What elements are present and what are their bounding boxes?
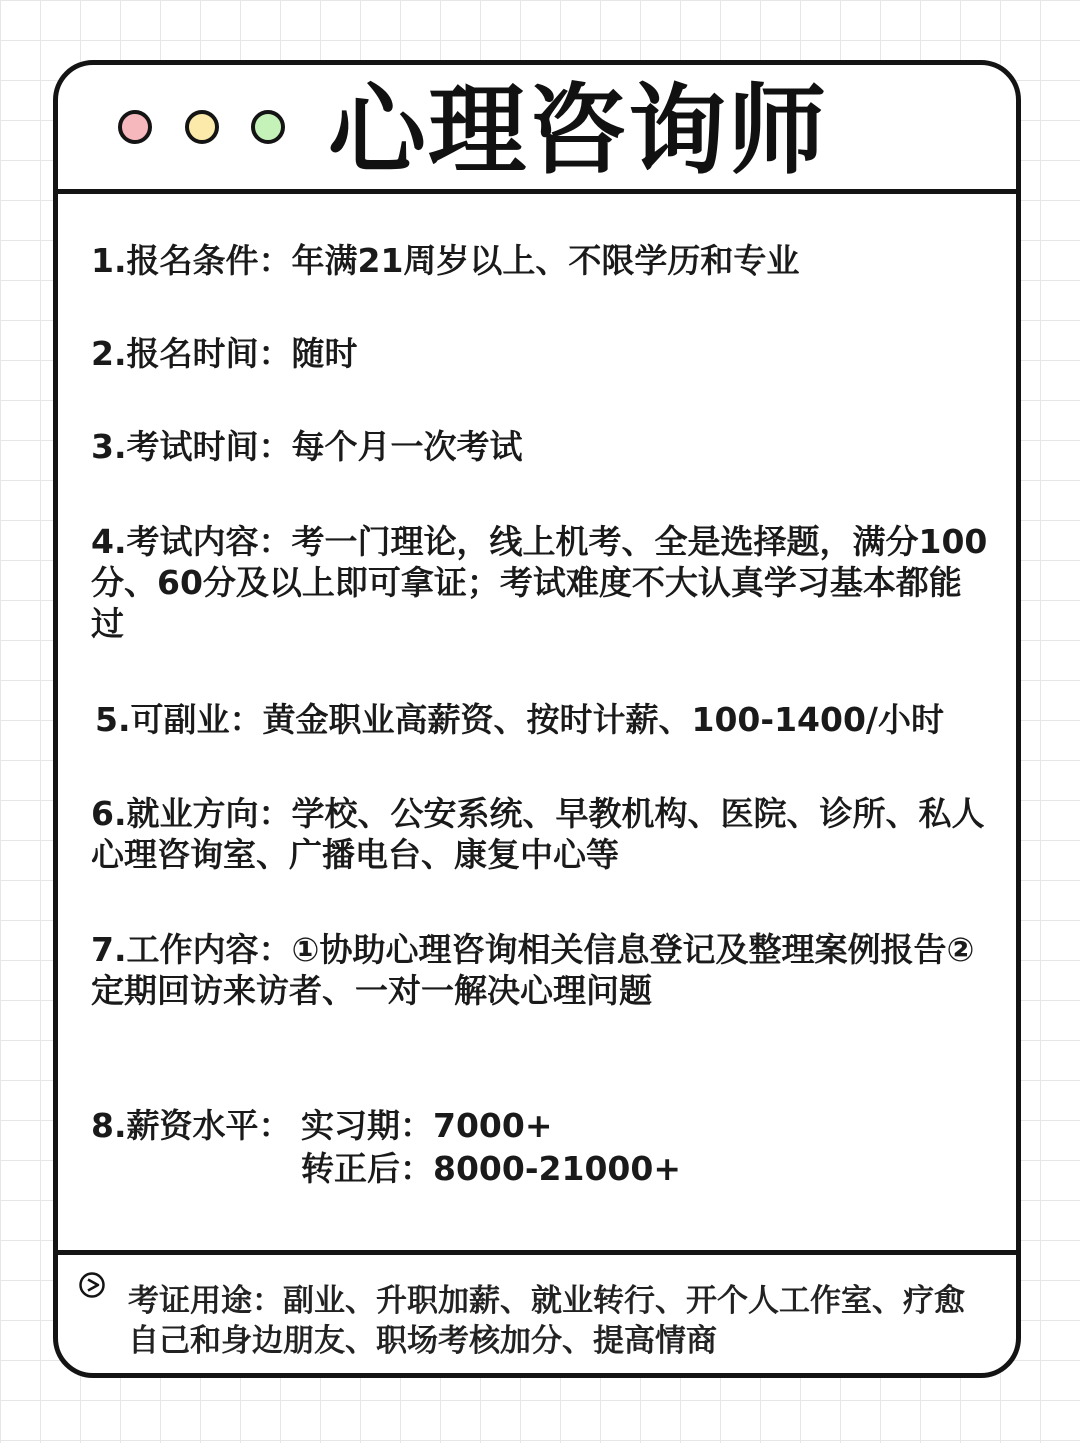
card-header (58, 65, 1016, 194)
list-item: 3.考试时间：每个月一次考试 (91, 427, 523, 466)
list-item: 2.报名时间：随时 (91, 334, 358, 373)
green-dot-icon (251, 110, 285, 144)
salary-label: 8.薪资水平： (91, 1106, 292, 1145)
red-dot-icon (118, 110, 152, 144)
list-item: 4.考试内容：考一门理论，线上机考、全是选择题，满分100分、60分及以上即可拿证；考试难度不大认真学习基本都能过 (91, 522, 988, 643)
yellow-dot-icon (185, 110, 219, 144)
footer-text: 考证用途：副业、升职加薪、就业转行、开个人工作室、疗愈自己和身边朋友、职场考核加分、提高情商 (128, 1283, 965, 1359)
card-footer (58, 1250, 1016, 1378)
salary-intern: 实习期：7000+ (301, 1106, 553, 1145)
list-item: 1.报名条件：年满21周岁以上、不限学历和专业 (91, 241, 800, 280)
salary-regular: 转正后：8000-21000+ (301, 1149, 681, 1188)
list-item: 5.可副业：黄金职业高薪资、按时计薪、100-1400/小时 (95, 700, 944, 739)
page-title: 心理咨询师 (328, 74, 829, 188)
list-item: 7.工作内容：①协助心理咨询相关信息登记及整理案例报告②定期回访来访者、一对一解决心理问题 (91, 930, 975, 1010)
play-circle-icon (78, 1271, 106, 1299)
list-item: 6.就业方向：学校、公安系统、早教机构、医院、诊所、私人心理咨询室、广播电台、康复中心等 (91, 794, 985, 874)
info-card (53, 60, 1021, 1378)
